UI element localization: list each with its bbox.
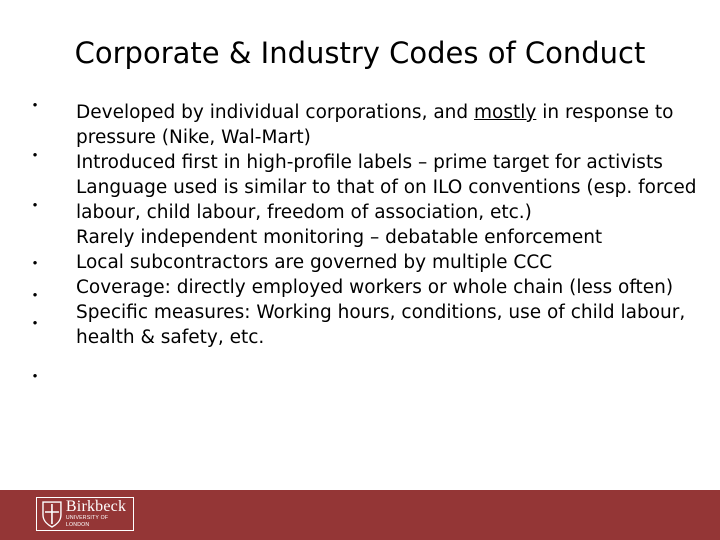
logo-subtitle: UNIVERSITY OF LONDON [65, 515, 109, 528]
birkbeck-logo [36, 497, 134, 531]
bullet-dot: • [32, 97, 38, 112]
crest-icon [41, 500, 63, 528]
bullet-list [76, 100, 701, 350]
bullet-item: Rarely independent monitoring – debatable enforcement [76, 227, 603, 248]
bullet-dot: • [32, 147, 38, 162]
slide-title: Corporate & Industry Codes of Conduct [74, 36, 646, 70]
emphasis-text: mostly [474, 102, 537, 123]
bullet-item: Introduced first in high-profile labels – prime target for activists [76, 152, 663, 173]
bullet-dot: • [32, 197, 38, 212]
bullet-dot: • [32, 287, 38, 302]
bullet-text: Developed by individual corporations, and [76, 102, 475, 123]
bullet-item: Specific measures: Working hours, conditions, use of child labour, health & safety, etc. [76, 302, 686, 348]
bullet-item: Coverage: directly employed workers or whole chain (less often) [76, 277, 674, 298]
bullet-text: in response to pressure (Nike, Wal-Mart) [76, 102, 674, 148]
bullet-dot: • [32, 315, 38, 330]
bullet-item: Local subcontractors are governed by multiple CCC [76, 252, 553, 273]
bullet-item: Language used is similar to that of on ILO conventions (esp. forced labour, child labour, freedom of association, etc.) [76, 177, 697, 223]
bullet-dot: • [32, 368, 38, 383]
logo-name: Birkbeck [65, 498, 127, 515]
bullet-dot: • [32, 255, 38, 270]
bullet-item [76, 100, 701, 150]
